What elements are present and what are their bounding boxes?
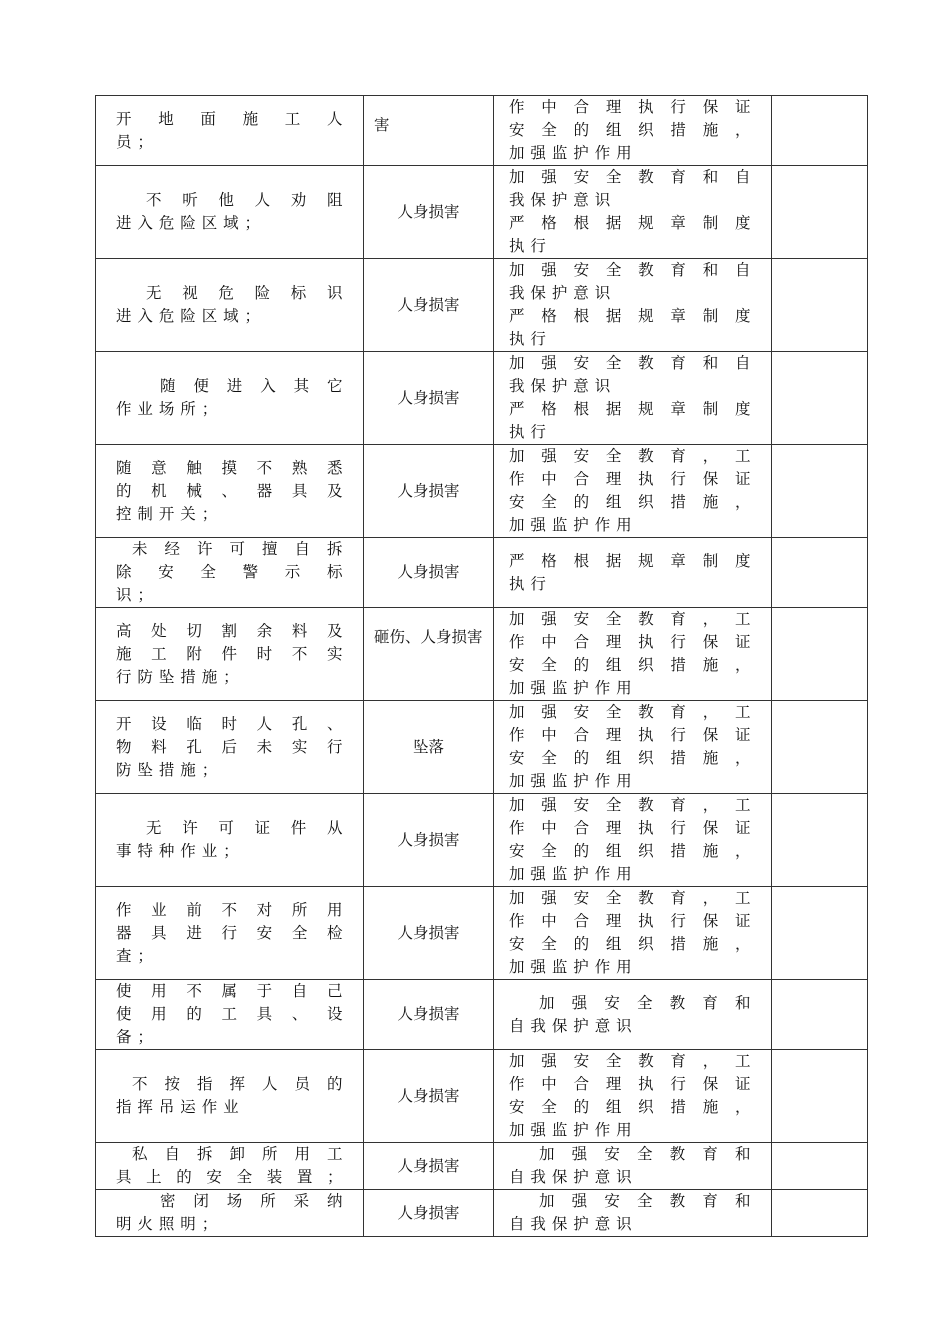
hazard-text-line: 随 便 进 入 其 它 [160,377,343,395]
measure-text-line: 自 我 保 护 意 识 [509,1016,633,1035]
remark-cell [772,701,868,794]
hazard-text-line: 明 火 照 明 ； [116,1215,218,1233]
hazard-text-line: 行 防 坠 措 施 ； [116,667,240,686]
measure-text-line: 加 强 安 全 教 育 和 自 [509,354,751,372]
measure-cell [494,538,772,608]
risk-table-body [96,96,868,1237]
measure-cell [494,887,772,980]
harm-cell: 人身损害 [364,980,494,1050]
hazard-text-line: 指 挥 吊 运 作 业 [116,1098,240,1116]
harm-cell: 人身损害 [364,887,494,980]
measure-text-line: 作 中 合 理 执 行 保 证 [509,726,751,744]
table-row [96,445,868,538]
remark-cell [772,608,868,701]
hazard-text-line: 施 工 附 件 时 不 实 [116,644,343,663]
hazard-cell [96,96,364,166]
hazard-text-line: 器 具 进 行 安 全 检 [116,923,343,942]
risk-table [95,95,868,1237]
hazard-text-line: 作 业 前 不 对 所 用 [116,900,343,919]
measure-text-line: 加 强 监 护 作 用 [509,679,633,697]
hazard-cell [96,538,364,608]
remark-cell [772,1190,868,1237]
measure-text-line: 加 强 安 全 教 育 和 自 [509,261,751,279]
hazard-cell [96,259,364,352]
hazard-text-line: 防 坠 措 施 ； [116,760,218,779]
table-row [96,166,868,259]
hazard-text-line: 不 听 他 人 劝 阻 [146,191,343,209]
hazard-cell [96,701,364,794]
measure-cell [494,701,772,794]
measure-text-line: 执 行 [509,330,547,348]
measure-text-line: 加 强 监 护 作 用 [509,516,633,534]
harm-cell: 人身损害 [364,259,494,352]
measure-text-line: 加 强 安 全 教 育 ， 工 [509,610,751,628]
measure-text-line: 作 中 合 理 执 行 保 证 [509,470,751,488]
measure-cell [494,608,772,701]
measure-cell [494,96,772,166]
measure-text-line: 加 强 安 全 教 育 ， 工 [509,703,751,721]
remark-cell [772,794,868,887]
hazard-cell [96,166,364,259]
hazard-text-line: 开 地 面 施 工 人 [116,109,343,128]
hazard-text-line: 识 ； [116,586,154,604]
table-row [96,794,868,887]
hazard-text-line: 密 闭 场 所 采 纳 [160,1192,343,1210]
measure-text-line: 安 全 的 组 织 措 施 ， [509,1098,751,1116]
hazard-text-line: 事 特 种 作 业 ； [116,842,240,860]
measure-cell [494,1190,772,1237]
measure-text-line: 加 强 安 全 教 育 ， 工 [509,447,751,465]
harm-cell: 人身损害 [364,794,494,887]
measure-text-line: 作 中 合 理 执 行 保 证 [509,98,751,116]
measure-text-line: 安 全 的 组 织 措 施 ， [509,656,751,674]
hazard-text-line: 查 ； [116,946,154,965]
hazard-text-line: 具 上 的 安 全 装 置 ； [116,1168,343,1186]
harm-cell: 人身损害 [364,1190,494,1237]
hazard-text-line: 开 设 临 时 人 孔 、 [116,714,343,733]
table-row [96,538,868,608]
measure-text-line: 安 全 的 组 织 措 施 ， [509,749,751,767]
remark-cell [772,352,868,445]
measure-cell [494,259,772,352]
measure-text-line: 安 全 的 组 织 措 施 ， [509,935,751,953]
hazard-text-line: 高 处 切 割 余 料 及 [116,621,343,640]
measure-text-line: 加 强 监 护 作 用 [509,1121,633,1139]
harm-cell: 人身损害 [364,1050,494,1143]
measure-text-line: 加 强 安 全 教 育 ， 工 [509,889,751,907]
measure-text-line: 作 中 合 理 执 行 保 证 [509,633,751,651]
table-row [96,352,868,445]
harm-cell: 人身损害 [364,1143,494,1190]
hazard-text-line: 随 意 触 摸 不 熟 悉 [116,458,343,477]
hazard-text-line: 使 用 不 属 于 自 己 [116,982,343,1000]
hazard-text-line: 进 入 危 险 区 域 ； [116,307,261,325]
measure-cell [494,1143,772,1190]
measure-text-line: 加 强 监 护 作 用 [509,958,633,976]
table-row [96,608,868,701]
measure-text-line: 加 强 安 全 教 育 和 [539,1192,751,1210]
hazard-text-line: 除 安 全 警 示 标 [116,563,343,581]
measure-text-line: 作 中 合 理 执 行 保 证 [509,912,751,930]
measure-text-line: 我 保 护 意 识 [509,191,611,209]
measure-text-line: 作 中 合 理 执 行 保 证 [509,819,751,837]
remark-cell [772,1143,868,1190]
measure-cell [494,794,772,887]
measure-text-line: 严 格 根 据 规 章 制 度 [509,551,751,570]
hazard-cell [96,352,364,445]
harm-cell: 砸伤、人身损害 [364,608,494,701]
hazard-cell [96,1143,364,1190]
measure-cell [494,1050,772,1143]
table-row [96,96,868,166]
measure-text-line: 安 全 的 组 织 措 施 ， [509,493,751,511]
remark-cell [772,96,868,166]
harm-cell: 人身损害 [364,445,494,538]
table-row [96,259,868,352]
measure-text-line: 严 格 根 据 规 章 制 度 [509,214,751,232]
hazard-cell [96,980,364,1050]
hazard-text-line: 的 机 械 、 器 具 及 [116,481,343,500]
measure-text-line: 安 全 的 组 织 措 施 ， [509,842,751,860]
remark-cell [772,538,868,608]
measure-text-line: 加 强 安 全 教 育 和 [539,993,751,1012]
measure-cell [494,445,772,538]
table-row [96,1190,868,1237]
measure-text-line: 加 强 监 护 作 用 [509,144,633,162]
hazard-text-line: 无 许 可 证 件 从 [146,819,343,837]
hazard-cell [96,1050,364,1143]
table-row [96,980,868,1050]
hazard-text-line: 备 ； [116,1028,154,1046]
hazard-text-line: 未 经 许 可 擅 自 拆 [132,540,343,558]
hazard-cell [96,1190,364,1237]
remark-cell [772,1050,868,1143]
measure-text-line: 执 行 [509,574,547,593]
measure-text-line: 我 保 护 意 识 [509,284,611,302]
remark-cell [772,980,868,1050]
hazard-text-line: 控 制 开 关 ； [116,504,218,523]
harm-cell: 人身损害 [364,538,494,608]
measure-text-line: 加 强 安 全 教 育 ， 工 [509,796,751,814]
hazard-text-line: 使 用 的 工 具 、 设 [116,1005,343,1023]
measure-text-line: 我 保 护 意 识 [509,377,611,395]
hazard-text-line: 物 料 孔 后 未 实 行 [116,737,343,756]
measure-cell [494,352,772,445]
table-row [96,701,868,794]
hazard-cell [96,608,364,701]
remark-cell [772,445,868,538]
table-row [96,1143,868,1190]
measure-text-line: 加 强 安 全 教 育 ， 工 [509,1052,751,1070]
measure-text-line: 执 行 [509,423,547,441]
hazard-cell [96,887,364,980]
measure-text-line: 加 强 监 护 作 用 [509,772,633,790]
remark-cell [772,259,868,352]
measure-text-line: 加 强 安 全 教 育 和 [539,1145,751,1163]
hazard-text-line: 进 入 危 险 区 域 ； [116,214,261,232]
harm-cell: 人身损害 [364,352,494,445]
hazard-text-line: 私 自 拆 卸 所 用 工 [132,1145,343,1163]
harm-cell: 人身损害 [364,166,494,259]
hazard-text-line: 无 视 危 险 标 识 [146,284,343,302]
measure-text-line: 安 全 的 组 织 措 施 ， [509,121,751,139]
remark-cell [772,166,868,259]
hazard-cell [96,794,364,887]
measure-text-line: 执 行 [509,237,547,255]
measure-cell [494,166,772,259]
measure-text-line: 严 格 根 据 规 章 制 度 [509,400,751,418]
harm-cell: 害 [364,96,494,166]
measure-cell [494,980,772,1050]
remark-cell [772,887,868,980]
measure-text-line: 自 我 保 护 意 识 [509,1215,633,1233]
harm-cell: 坠落 [364,701,494,794]
hazard-text-line: 不 按 指 挥 人 员 的 [132,1075,343,1093]
hazard-text-line: 员 ； [116,132,154,151]
hazard-cell [96,445,364,538]
measure-text-line: 加 强 安 全 教 育 和 自 [509,168,751,186]
hazard-text-line: 作 业 场 所 ； [116,400,218,418]
measure-text-line: 自 我 保 护 意 识 [509,1168,633,1186]
table-row [96,1050,868,1143]
measure-text-line: 加 强 监 护 作 用 [509,865,633,883]
table-row [96,887,868,980]
measure-text-line: 严 格 根 据 规 章 制 度 [509,307,751,325]
measure-text-line: 作 中 合 理 执 行 保 证 [509,1075,751,1093]
